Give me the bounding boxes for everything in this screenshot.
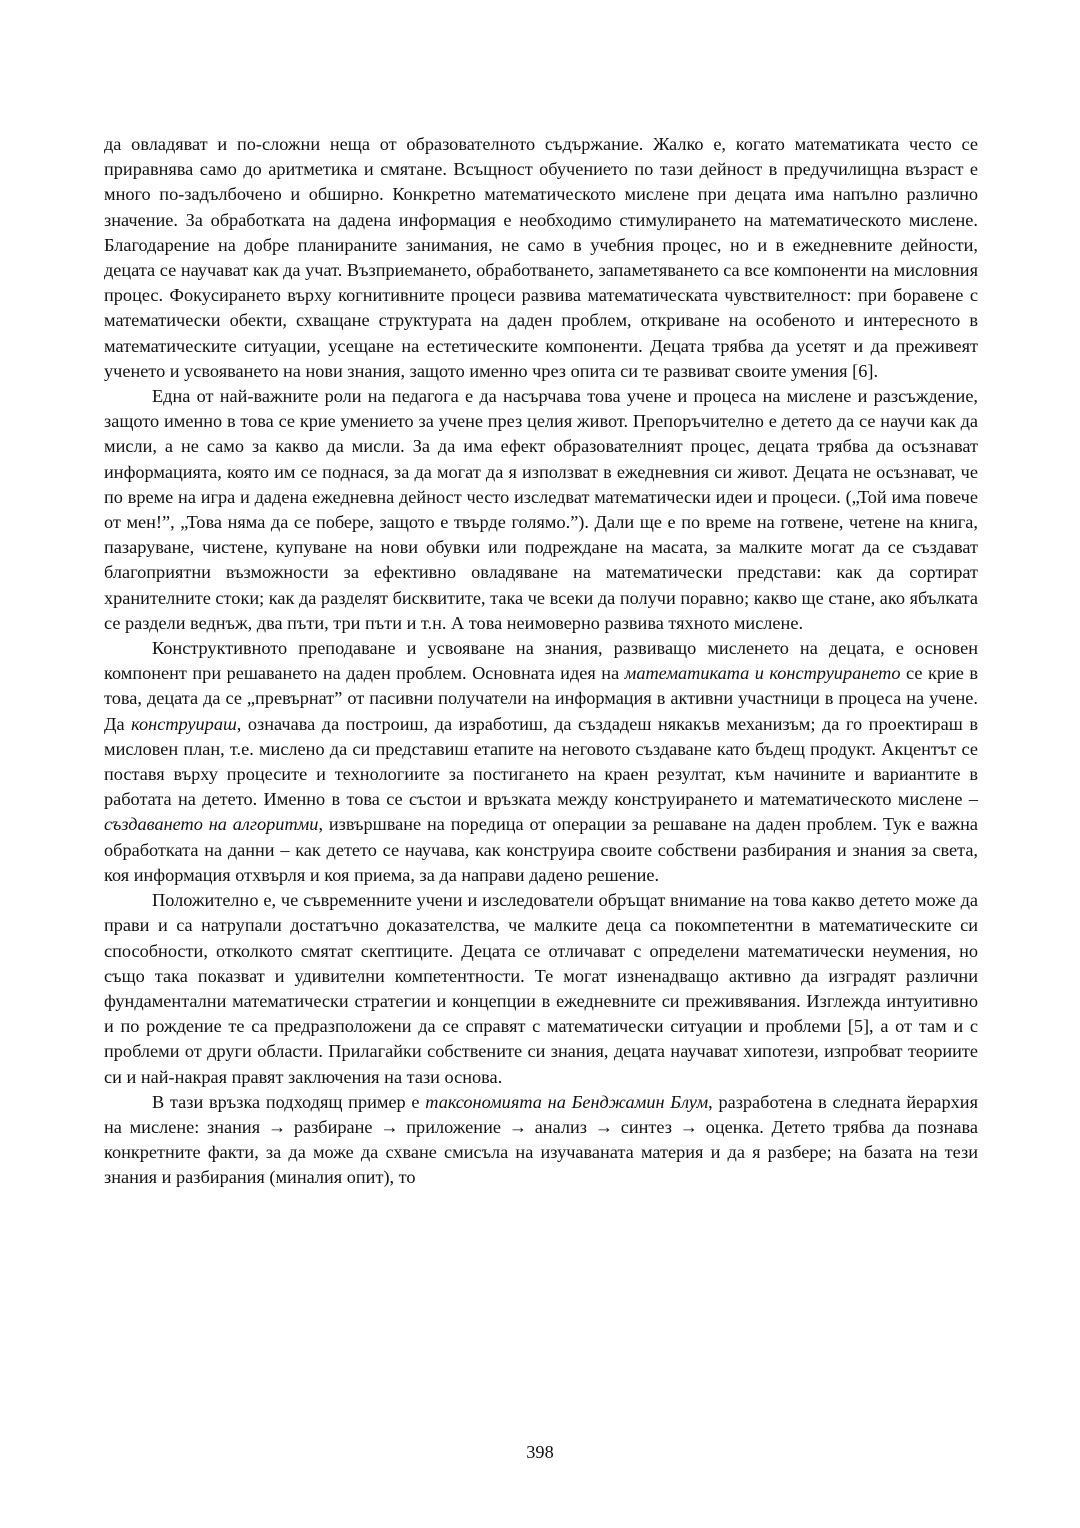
text-run: Една от най-важните роли на педагога е да насърчава това учене и процеса на мислене и разсъждение, защото именно в това се крие умението за учене през целия живот. Препоръчително е детето да се научи как да мисли, а не само за какво да мисли. За да има ефект образователният процес, децата трябва да осъзнават информацията, която им се поднася, за да могат да я използват в ежедневния си живот. Децата не осъзнават, че по време на игра и дадена ежедневна дейност често изследват математически идеи и процеси. („Той има повече от мен!”, „Това няма да се побере, защото е твърде голямо.”). Дали ще е по време на готвене, четене на книга, пазаруване, чистене, купуване на нови обувки или подреждане на масата, за малките могат да се създават благоприятни възможности за ефективно овладяване на математически представи: как да сортират хранителните стоки; как да разделят бисквитите, така че всеки да получи поравно; какво ще стане, ако ябълката се раздели веднъж, два пъти, три пъти и т.н. А това неимоверно развива тяхното мислене. — [104, 386, 978, 633]
text-run: , извършване на поредица от операции за решаване на даден проблем. Тук е важна обработката на данни – как детето се научава, как конструира своите собствени разбирания и знания за света, коя информация отхвърля и коя приема, за да направи дадено решение. — [104, 814, 978, 885]
italic-term: математиката и конструирането — [624, 663, 901, 684]
text-run: Положително е, че съвременните учени и изследователи обръщат внимание на това какво детето може да прави и са натрупали достатъчно доказателства, че малките деца са покомпетентни в математическите си способности, отколкото смятат скептиците. Децата се отличават с определени математически неумения, но също така показват и удивителни компетентности. Те могат изненадващо активно да изградят различни фундаментални математически стратегии и концепции в ежедневните си преживявания. Изглежда интуитивно и по рождение те са предразположени да се справят с математически ситуации и проблеми [5], а от там и с проблеми от други области. Прилагайки собствените си знания, децата научават хипотези, изпробват теориите си и най-накрая правят заключения на тази основа. — [104, 890, 978, 1087]
italic-term: таксономията на Бенджамин Блум — [425, 1091, 709, 1112]
paragraph-p2 — [104, 384, 978, 636]
text-run: се крие в това, децата да се „превърнат” от пасивни получатели на информация в активни участници в процеса на учене. Да — [104, 663, 978, 734]
text-run: В тази връзка подходящ пример е — [152, 1091, 426, 1112]
italic-term: конструираш — [131, 713, 237, 734]
text-run: Конструктивното преподаване и усвояване на знания, развиващо мисленето на децата, е основен компонент при решаването на даден проблем. Основната идея на — [104, 638, 978, 684]
text-run: , означава да построиш, да изработиш, да създадеш някакъв механизъм; да го проектираш в мисловен план, т.е. мислено да си представиш етапите на неговото създаване като бъдещ продукт. Акцентът се поставя върху процесите и технологиите за постигането на краен резултат, към начините и вариантите в работата на детето. Именно в това се състои и връзката между конструирането и математическото мислене – — [104, 713, 978, 810]
paragraph-p3 — [104, 636, 978, 888]
paragraph-p1 — [104, 132, 978, 384]
paragraph-p4 — [104, 888, 978, 1090]
text-run: да овладяват и по-сложни неща от образователното съдържание. Жалко е, когато математиката често се приравнява само до аритметика и смятане. Всъщност обучението по тази дейност в предучилищна възраст е много по-задълбочено и обширно. Конкретно математическото мислене при децата има напълно различно значение. За обработката на дадена информация е необходимо стимулирането на математическото мислене. Благодарение на добре планираните занимания, не само в учебния процес, но и в ежедневните дейности, децата се научават как да учат. Възприемането, обработването, запаметяването са все компоненти на мисловния процес. Фокусирането върху когнитивните процеси развива математическата чувствителност: при боравене с математически обекти, схващане структурата на даден проблем, откриване на особеното и интересното в математическите ситуации, усещане на естетическите компоненти. Децата трябва да усетят и да преживеят ученето и усвояването на нови знания, защото именно чрез опита си те развиват своите умения [6]. — [104, 134, 978, 381]
document-body — [104, 132, 978, 1191]
text-run: , разработена в следната йерархия на мислене: знания → разбиране → приложение → анализ → синтез → оценка. Детето трябва да познава конкретните факти, за да може да схване смисъла на изучаваната материя и да я разбере; на базата на тези знания и разбирания (миналия опит), то — [104, 1091, 978, 1188]
italic-term: създаването на алгоритми — [104, 814, 319, 835]
page-number: 398 — [526, 1442, 554, 1462]
paragraph-p5 — [104, 1090, 978, 1191]
